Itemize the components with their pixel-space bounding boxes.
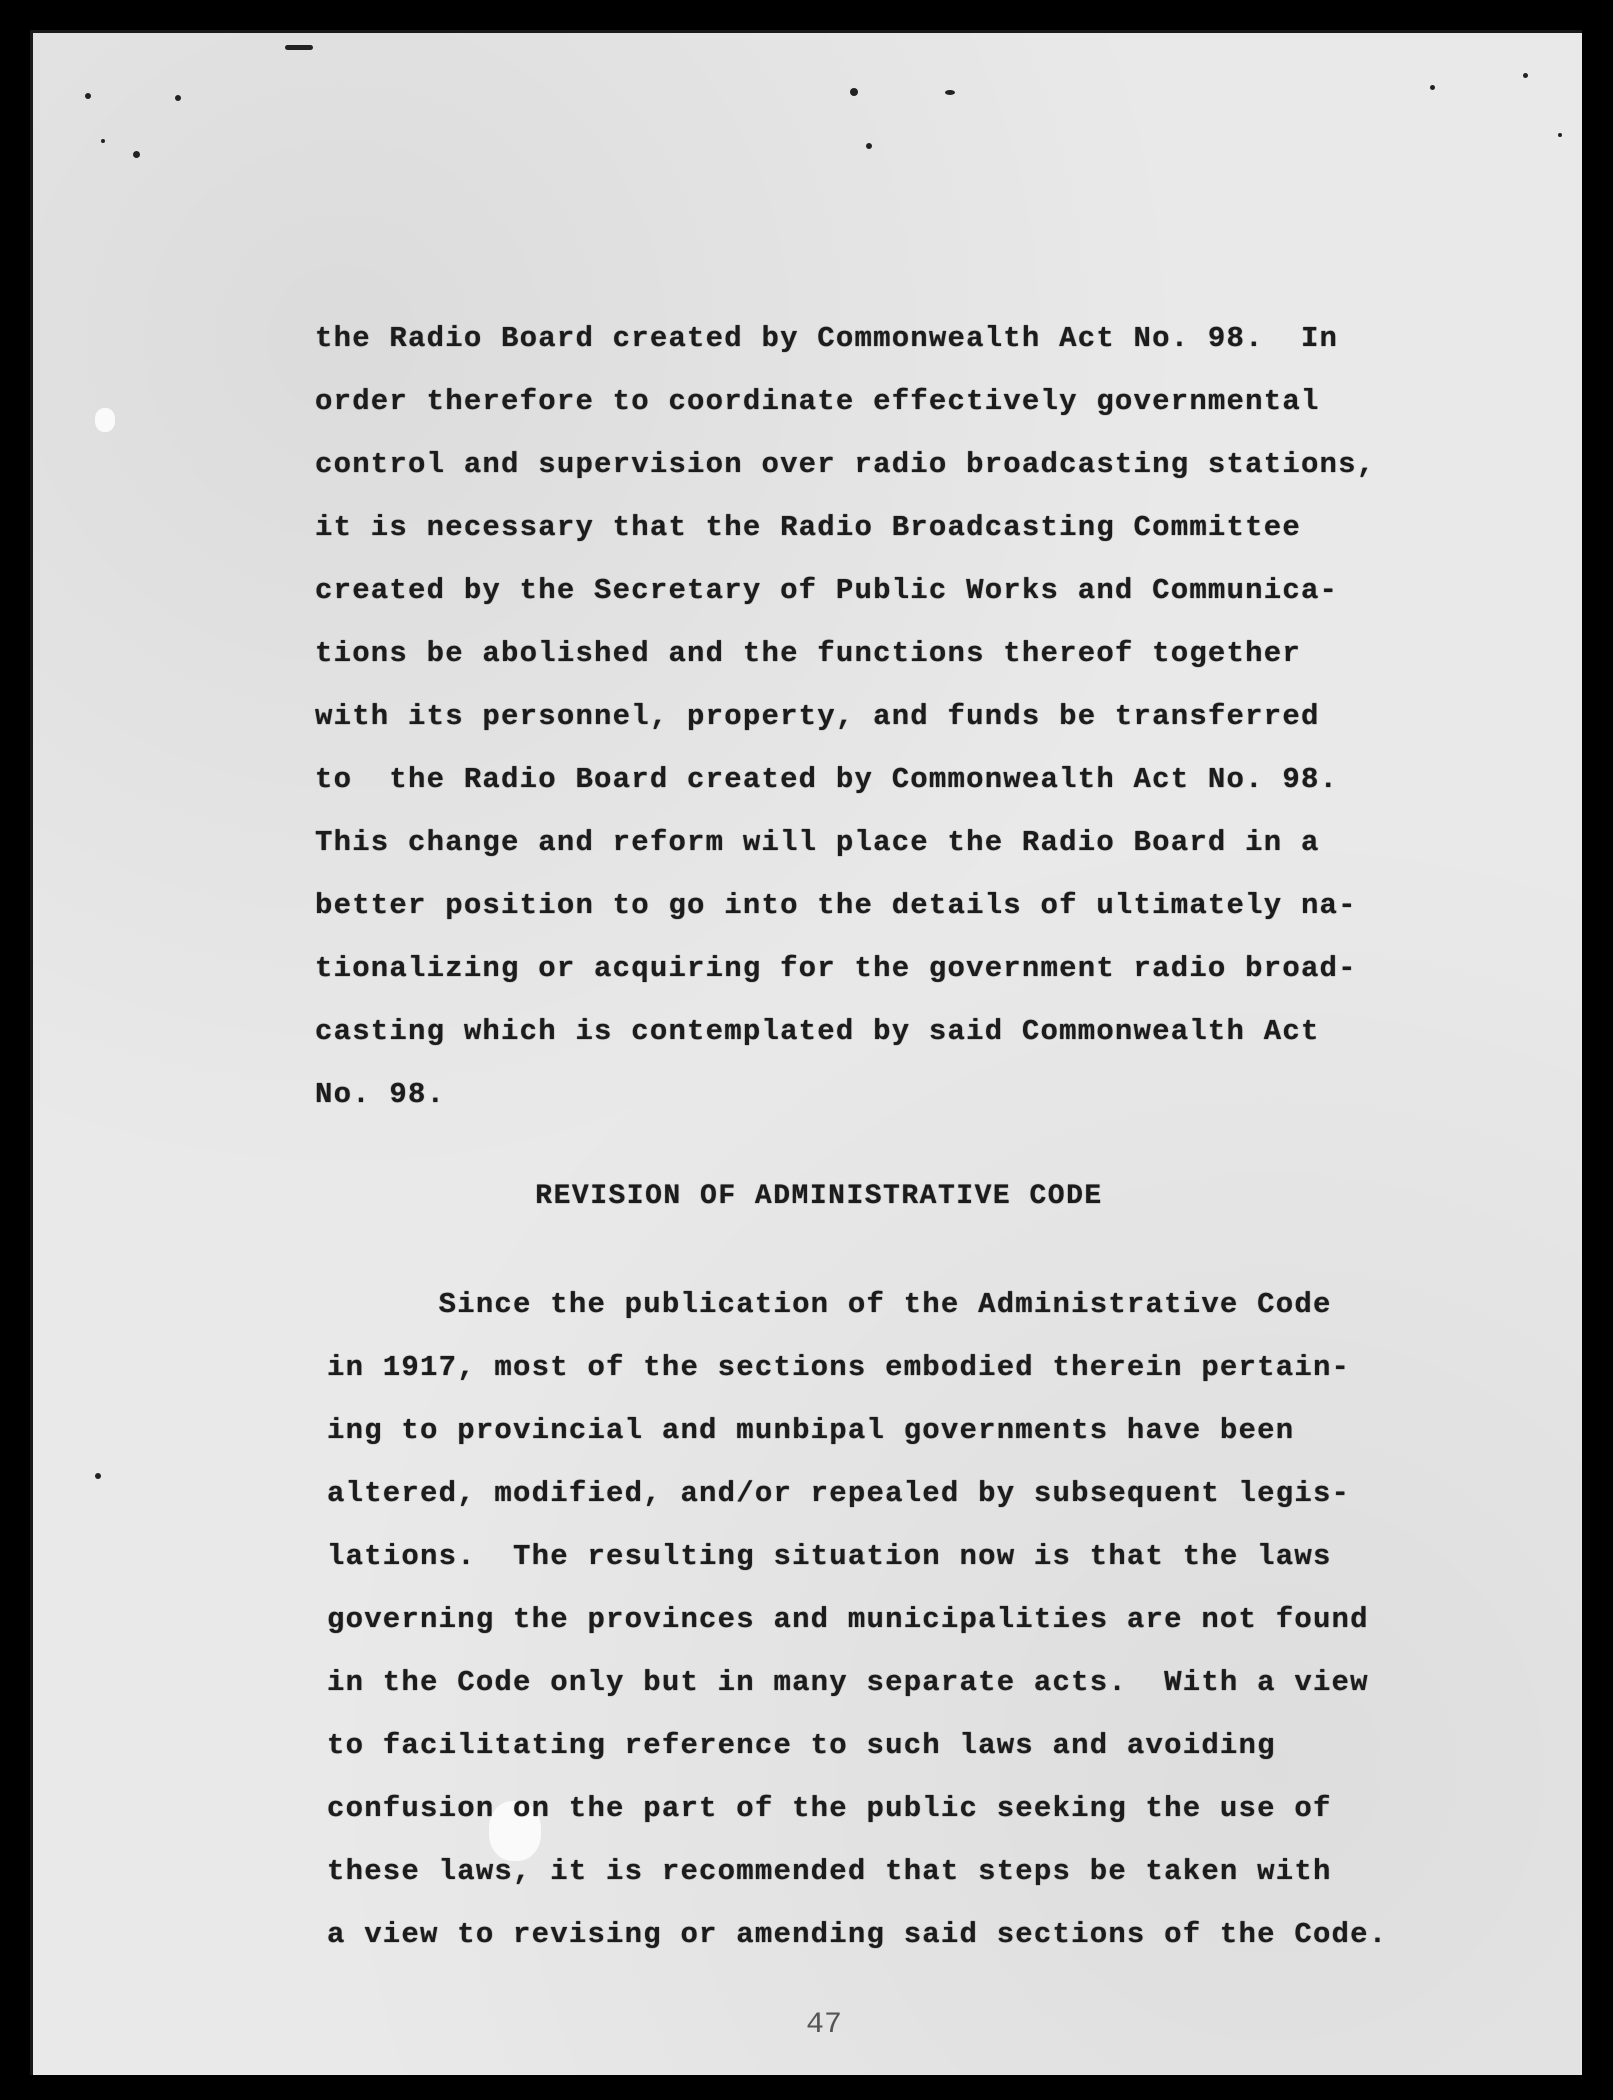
text-line: casting which is contemplated by said Commonwealth Act	[315, 1015, 1320, 1048]
text-line: confusion on the part of the public seeking the use of	[327, 1792, 1332, 1825]
paragraph-administrative-code	[327, 1273, 1467, 1966]
text-line: Since the publication of the Administrative Code	[327, 1288, 1332, 1321]
scan-speck	[175, 95, 181, 101]
text-line: the Radio Board created by Commonwealth Act No. 98. In	[315, 322, 1339, 355]
scan-speck	[133, 151, 140, 158]
document-page	[30, 30, 1582, 2075]
scan-blot	[95, 408, 115, 432]
scan-speck	[285, 45, 313, 50]
text-line: tions be abolished and the functions thereof together	[315, 637, 1301, 670]
scan-speck	[850, 88, 858, 96]
text-line: governing the provinces and municipalities are not found	[327, 1603, 1369, 1636]
section-heading: REVISION OF ADMINISTRATIVE CODE	[535, 1181, 1103, 1212]
text-line: in 1917, most of the sections embodied therein pertain-	[327, 1351, 1351, 1384]
scan-speck	[1558, 133, 1562, 137]
text-line: This change and reform will place the Radio Board in a	[315, 826, 1320, 859]
text-line: to facilitating reference to such laws and avoiding	[327, 1729, 1276, 1762]
scan-speck	[1523, 73, 1528, 78]
text-line: tionalizing or acquiring for the government radio broad-	[315, 952, 1357, 985]
text-line: created by the Secretary of Public Works and Communica-	[315, 574, 1339, 607]
paragraph-radio-board	[315, 307, 1455, 1126]
text-line: these laws, it is recommended that steps be taken with	[327, 1855, 1332, 1888]
text-line: No. 98.	[315, 1078, 446, 1111]
scan-speck	[945, 90, 955, 95]
text-line: ing to provincial and munbipal governments have been	[327, 1414, 1295, 1447]
text-line: with its personnel, property, and funds be transferred	[315, 700, 1320, 733]
scan-speck	[95, 1473, 101, 1479]
scan-speck	[866, 143, 872, 149]
text-line: control and supervision over radio broadcasting stations,	[315, 448, 1376, 481]
scan-speck	[85, 93, 91, 99]
scan-speck	[1430, 85, 1435, 90]
text-line: lations. The resulting situation now is that the laws	[327, 1540, 1332, 1573]
text-line: better position to go into the details of ultimately na-	[315, 889, 1357, 922]
page-number: 47	[805, 2008, 842, 2042]
text-line: altered, modified, and/or repealed by subsequent legis-	[327, 1477, 1351, 1510]
text-line: to the Radio Board created by Commonwealth Act No. 98.	[315, 763, 1339, 796]
scan-speck	[101, 139, 105, 143]
text-line: order therefore to coordinate effectively governmental	[315, 385, 1320, 418]
text-line: a view to revising or amending said sections of the Code.	[327, 1918, 1388, 1951]
text-line: in the Code only but in many separate acts. With a view	[327, 1666, 1369, 1699]
text-line: it is necessary that the Radio Broadcasting Committee	[315, 511, 1301, 544]
